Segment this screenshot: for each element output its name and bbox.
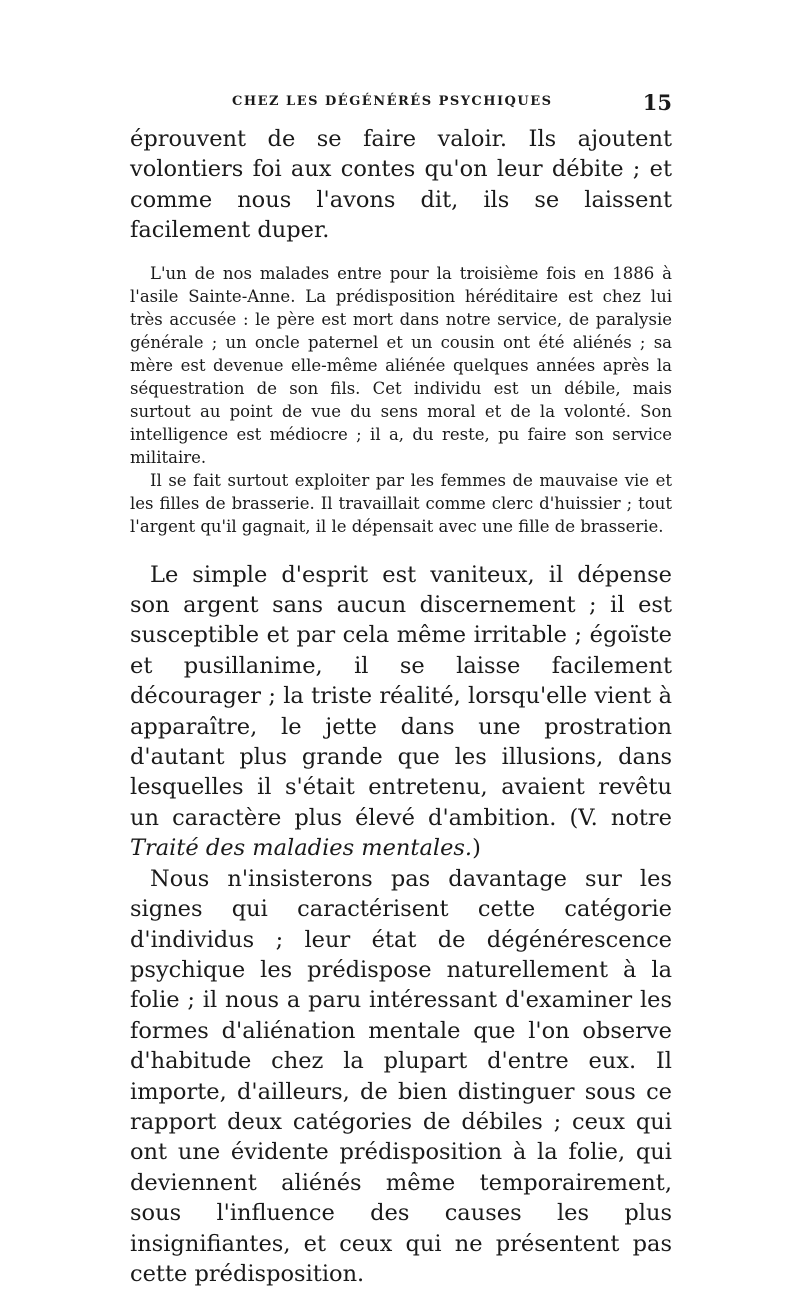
paragraph-insisterons: Nous n'insisterons pas davantage sur les signes qui caractérisent cette catégorie d'individus ; leur état de dégénérescence psychique les prédispose naturellement à la folie ; il nous a paru intéressant d'examiner les formes d'aliénation mentale que l'on observe d'habitude chez la plupart d'entre eux. Il importe, d'ailleurs, de bien distinguer sous ce rapport deux catégories de débiles ; ceux qui ont une évidente prédisposition à la folie, qui deviennent aliénés même temporairement, sous l'influence des causes les plus insignifiantes, et ceux qui ne présentent pas cette prédisposition. — [130, 865, 672, 1287]
reference-title: Traité des maladies mentales. — [130, 835, 473, 862]
case-paragraph-2: Il se fait surtout exploiter par les femmes de mauvaise vie et les filles de brasserie. Il travaillait comme clerc d'huissier ; tout l'argent qu'il gagnait, il le dépensait avec une fille de brasserie. — [130, 470, 672, 536]
paragraph-simple-esprit — [130, 560, 672, 864]
running-head — [130, 90, 672, 120]
page-number: 15 — [642, 90, 672, 115]
running-title: CHEZ LES DÉGÉNÉRÉS PSYCHIQUES — [232, 94, 553, 109]
case-paragraph-1: L'un de nos malades entre pour la troisième fois en 1886 à l'asile Sainte-Anne. La prédisposition héréditaire est chez lui très accusée : le père est mort dans notre service, de paralysie générale ; un oncle paternel et un cousin ont été aliénés ; sa mère est devenue elle-même aliénée quelques années après la séquestration de son fils. Cet individu est un débile, mais surtout au point de vue du sens moral et de la volonté. Son intelligence est médiocre ; il a, du reste, pu faire son service militaire. — [130, 263, 672, 467]
book-page — [130, 90, 672, 1289]
paragraph-continuation: éprouvent de se faire valoir. Ils ajoutent volontiers foi aux contes qu'on leur débite ; et comme nous l'avons dit, ils se laissent facilement duper. — [130, 126, 672, 244]
paragraph-simple-esprit-text: Le simple d'esprit est vaniteux, il dépense son argent sans aucun discernement ; il est susceptible et par cela même irritable ; égoïste et pusillanime, il se laisse facilement décourager ; la triste réalité, lorsqu'elle vient à apparaître, le jette dans une prostration d'autant plus grande que les illusions, dans lesquelles il s'était entretenu, avaient revêtu un caractère plus élevé d'ambition. (V. notre — [130, 561, 672, 831]
paragraph-simple-esprit-end: ) — [472, 835, 481, 862]
